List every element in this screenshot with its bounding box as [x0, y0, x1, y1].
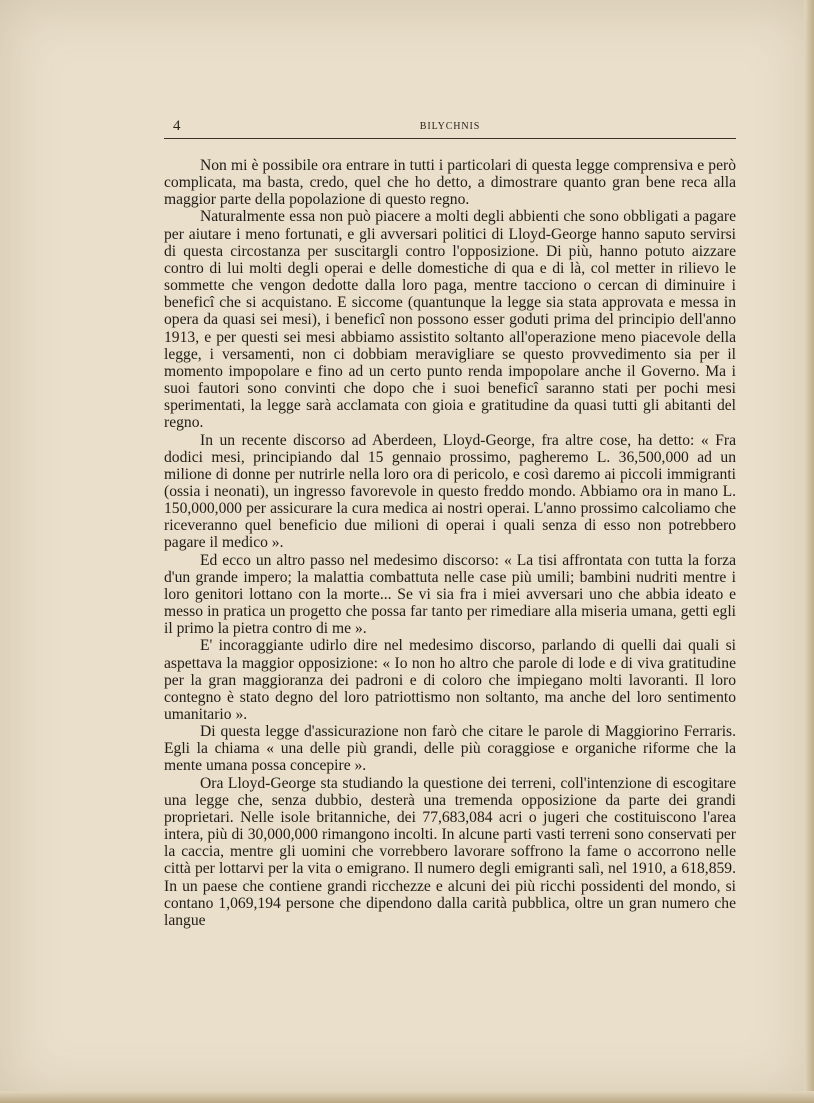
paragraph: Di questa legge d'assicurazione non farò che citare le parole di Maggiorino Ferraris. Egli la chiama « una delle più grandi, delle più coraggiose e organiche riforme che la mente umana possa concepire ».: [164, 723, 736, 775]
running-title: BILYCHNIS: [419, 121, 481, 132]
header-rule: [164, 138, 736, 139]
paragraph: Ora Lloyd-George sta studiando la questione dei terreni, coll'intenzione di escogitare una legge che, senza dubbio, desterà una tremenda opposizione da parte dei grandi proprietari. Nelle isole britanniche, dei 77,683,084 acri o jugeri che costituiscono l'area intera, più di 30,000,000 rimangono incolti. In alcune parti vasti terreni sono conservati per la caccia, mentre gli uomini che vorrebbero lavorare soffrono la fame o accorrono nelle città per lottarvi per la vita o emigrano. Il numero degli emigranti salì, nel 1910, a 618,859. In un paese che contiene grandi ricchezze e alcuni dei più ricchi possidenti del mondo, si contano 1,069,194 persone che dipendono dalla carità pubblica, oltre un gran numero che langue: [164, 774, 736, 929]
page-edge-bottom: [0, 1091, 814, 1103]
paragraph: Naturalmente essa non può piacere a molti degli abbienti che sono obbligati a pagare per aiutare i meno fortunati, e gli avversari politici di Lloyd-George hanno saputo servirsi di questa circostanza per suscitargli contro l'opposizione. Di più, hanno potuto aizzare contro di lui molti degli operai e delle domestiche di qua e di là, col metter in rilievo le sommette che vengon dedotte dalla loro paga, mentre tacciono o cercan di diminuire i beneficî che si acquistano. E siccome (quantunque la legge sia stata approvata e messa in opera da quasi sei mesi), i beneficî non possono esser goduti prima del principio dell'anno 1913, e per questi sei mesi abbiamo assistito soltanto all'operazione meno piacevole della legge, i versamenti, non ci dobbiam meravigliare se questo provvedimento sia per il momento impopolare e fino ad un certo punto renda impopolare anche il Governo. Ma i suoi fautori sono convinti che dopo che i suoi beneficî saranno stati per pochi mesi sperimentati, la legge sarà acclamata con gioia e gratitudine da quasi tutti gli abitanti del regno.: [164, 208, 736, 432]
page-number: 4: [173, 118, 181, 134]
paragraph: Non mi è possibile ora entrare in tutti i particolari di questa legge comprensiva e però complicata, ma basta, credo, quel che ho detto, a dimostrare quanto gran bene reca alla maggior parte della popolazione di questo regno.: [164, 157, 736, 209]
page-edge-right: [804, 0, 814, 1103]
body-text: [164, 157, 736, 929]
paragraph: E' incoraggiante udirlo dire nel medesimo discorso, parlando di quelli dai quali si aspettava la maggior opposizione: « Io non ho altro che parole di lode e di viva gratitudine per la gran maggioranza dei padroni e di coloro che impiegano molti lavoranti. Il loro contegno è stato degno del loro patriottismo non soltanto, ma anche del loro sentimento umanitario ».: [164, 637, 736, 723]
paragraph: Ed ecco un altro passo nel medesimo discorso: « La tisi affrontata con tutta la forza d'un grande impero; la malattia combattuta nelle case più umili; bambini nudriti mentre i loro genitori lottano con la morte... Se vi sia fra i miei avversari uno che abbia ideato e messo in pratica un progetto che possa far tanto per rimediare alla miseria umana, getti egli il primo la pietra contro di me ».: [164, 551, 736, 638]
paragraph: In un recente discorso ad Aberdeen, Lloyd-George, fra altre cose, ha detto: « Fra dodici mesi, principiando dal 15 gennaio prossimo, pagheremo L. 36,500,000 ad un milione di donne per nutrirle nella loro ora di pericolo, e così daremo ai piccoli immigranti (ossia i neonati), un ingresso favorevole in questo freddo mondo. Abbiamo ora in mano L. 150,000,000 per assicurare la cura medica ai nostri operai. L'anno prossimo calcoliamo che riceveranno quel beneficio due milioni di operai i quali senza di esso non potrebbero pagare il medico ».: [164, 431, 736, 552]
